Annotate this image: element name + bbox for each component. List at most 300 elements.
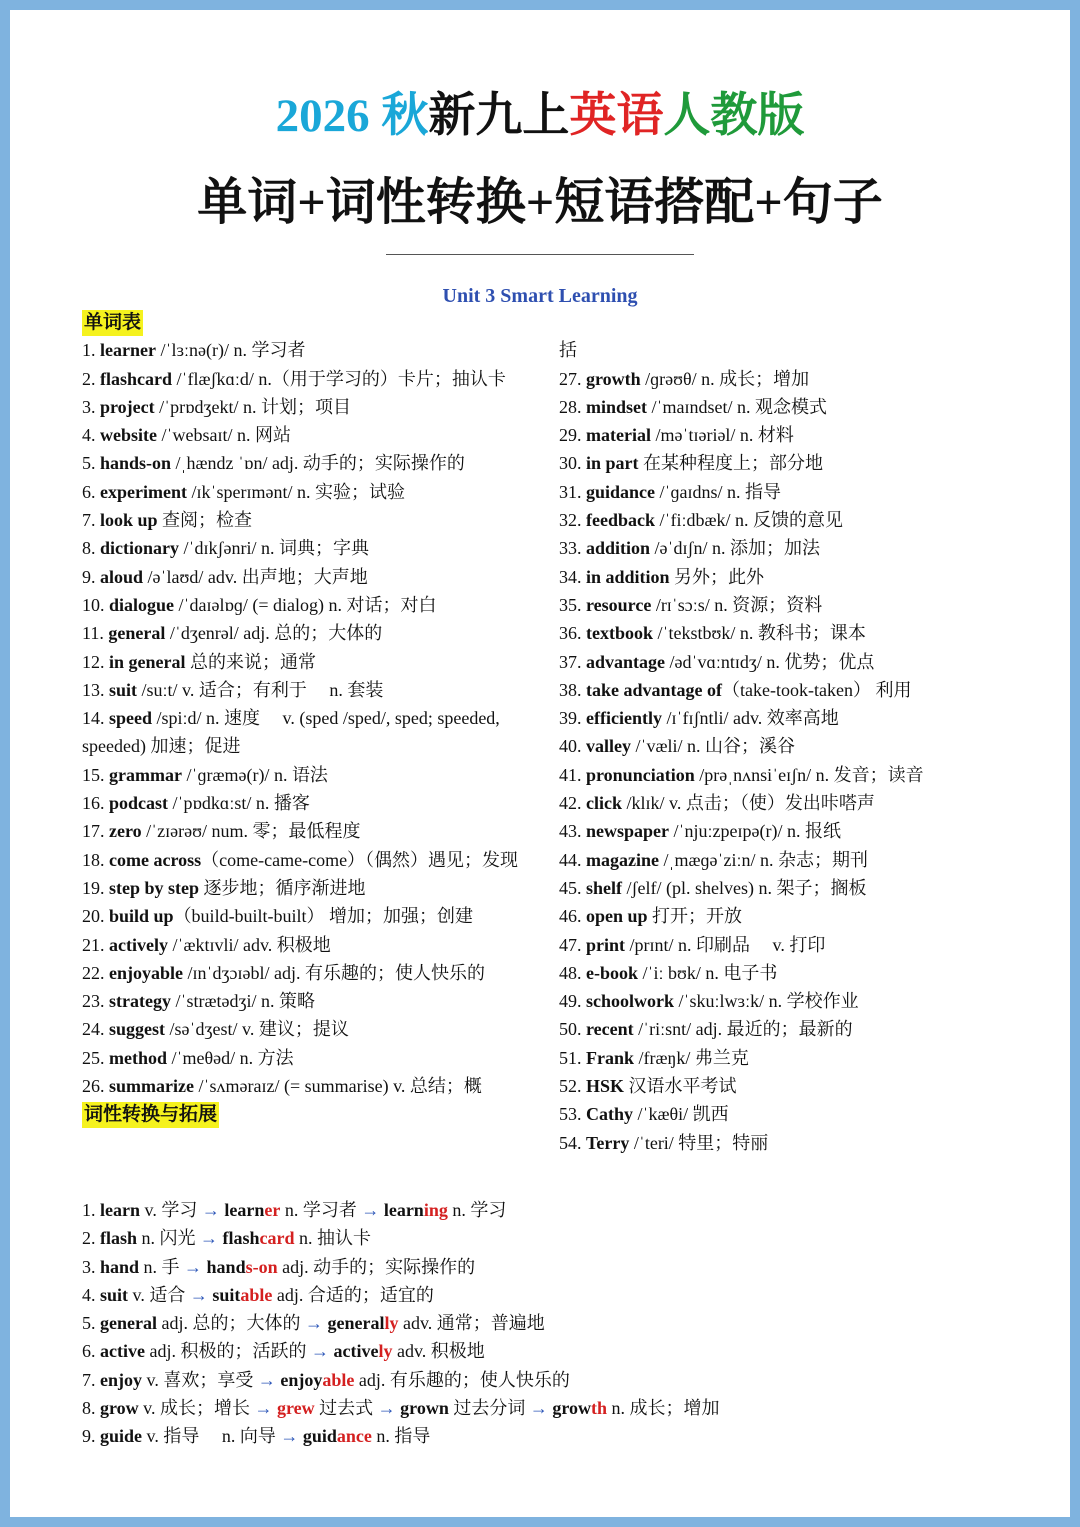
- vocab-number: 28.: [559, 396, 586, 417]
- vocab-number: 51.: [559, 1047, 586, 1068]
- vocab-definition: /klɪk/ v. 点击；（使）发出咔嗒声: [622, 793, 875, 814]
- arrow-icon: →: [189, 1284, 208, 1305]
- vocab-word: come across: [109, 849, 202, 870]
- divider: [386, 254, 694, 255]
- vocab-word: speed: [109, 708, 153, 729]
- root-word: general: [327, 1313, 385, 1334]
- gloss-text: n. 闪光: [137, 1228, 201, 1249]
- vocab-definition: /səˈdʒest/ v. 建议；提议: [165, 1019, 349, 1040]
- vocab-item: [559, 987, 1009, 1015]
- vocab-number: 26.: [82, 1076, 109, 1097]
- extension-item: [82, 1196, 1002, 1224]
- vocab-word: pronunciation: [586, 764, 695, 785]
- root-word: grown: [400, 1398, 449, 1419]
- root-word: active: [333, 1341, 379, 1362]
- vocab-word: HSK: [586, 1076, 625, 1097]
- vocab-number: 29.: [559, 425, 586, 446]
- vocab-number: 38.: [559, 679, 586, 700]
- vocab-item: [559, 789, 1009, 817]
- vocab-word: dictionary: [100, 538, 179, 559]
- vocab-definition: /məˈtɪəriəl/ n. 材料: [650, 425, 794, 446]
- vocab-definition: /ˈmaɪndset/ n. 观念模式: [647, 396, 827, 417]
- vocab-word: flashcard: [100, 368, 172, 389]
- vocab-definition: /prɪnt/ n. 印刷品 v. 打印: [625, 934, 826, 955]
- vocab-word: shelf: [586, 877, 622, 898]
- arrow-icon: →: [361, 1200, 380, 1220]
- vocab-word: in part: [586, 453, 639, 474]
- vocab-definition: /ˌmæɡəˈziːn/ n. 杂志；期刊: [658, 849, 868, 870]
- vocab-definition: /ˈsʌməraɪz/ (= summarise) v. 总结；概: [193, 1076, 482, 1097]
- vocab-item: [559, 959, 1009, 987]
- vocab-item: [82, 676, 524, 704]
- vocab-definition: /ˈfiːdbæk/ n. 反馈的意见: [655, 510, 843, 531]
- extension-number: 3.: [82, 1256, 100, 1277]
- vocab-number: 7.: [82, 510, 100, 531]
- vocab-word: Cathy: [586, 1104, 634, 1125]
- gloss-text: adj. 积极的；活跃的: [144, 1341, 311, 1362]
- vocab-number: 31.: [559, 481, 586, 502]
- vocab-number: 53.: [559, 1104, 586, 1125]
- root-word: grow: [100, 1398, 139, 1419]
- root-word: flash: [100, 1228, 138, 1249]
- vocab-word: recent: [586, 1019, 634, 1040]
- vocab-definition: /ˈzɪərəʊ/ num. 零；最低程度: [141, 821, 361, 842]
- extension-number: 7.: [82, 1369, 100, 1390]
- vocab-word: magazine: [586, 849, 659, 870]
- vocab-number: 3.: [82, 396, 100, 417]
- suffix-highlight: th: [591, 1398, 608, 1419]
- gloss-text: v. 成长；增长: [138, 1398, 255, 1419]
- vocab-definition: /əˈdɪʃn/ n. 添加；加法: [650, 538, 821, 559]
- arrow-icon: →: [257, 1369, 276, 1390]
- vocab-definition: /ˈpɒdkɑːst/ n. 播客: [168, 793, 310, 814]
- vocab-word: e-book: [586, 962, 639, 983]
- vocab-item: [559, 1129, 1009, 1157]
- vocab-definition: 另外；此外: [669, 566, 765, 587]
- vocab-word: strategy: [109, 991, 171, 1012]
- extension-number: 9.: [82, 1426, 100, 1447]
- vocab-item: [559, 676, 1009, 704]
- vocab-number: 5.: [82, 453, 100, 474]
- suffix-highlight: ing: [423, 1200, 448, 1220]
- gloss-text: adj. 有乐趣的；使人快乐的: [354, 1369, 570, 1390]
- extension-item: [82, 1224, 1002, 1252]
- vocab-word: grammar: [109, 764, 182, 785]
- vocab-definition: /ˈflæʃkɑːd/ n.（用于学习的）卡片；抽认卡: [172, 368, 506, 389]
- vocab-definition: /ˈnjuːzpeɪpə(r)/ n. 报纸: [669, 821, 841, 842]
- extension-item: [82, 1281, 1002, 1309]
- vocab-number: 40.: [559, 736, 586, 757]
- vocab-word: schoolwork: [586, 991, 675, 1012]
- suffix-highlight: ance: [336, 1426, 372, 1447]
- vocab-word: project: [100, 396, 155, 417]
- vocab-definition: /ˈstrætədʒi/ n. 策略: [170, 991, 315, 1012]
- vocab-item: [559, 704, 1009, 732]
- vocab-right-column: [559, 336, 1009, 1157]
- extension-header: 词性转换与拓展: [82, 1102, 219, 1128]
- vocab-number: 9.: [82, 566, 100, 587]
- gloss-text: v. 适合: [128, 1284, 190, 1305]
- vocab-left-column: [82, 308, 524, 1129]
- vocab-definition: /prəˌnʌnsiˈeɪʃn/ n. 发音；读音: [694, 764, 924, 785]
- vocab-definition: /ˈwebsaɪt/ n. 网站: [157, 425, 291, 446]
- vocab-item: [82, 987, 524, 1015]
- vocab-word: valley: [586, 736, 631, 757]
- gloss-text: n. 指导: [371, 1426, 431, 1447]
- root-word: suit: [212, 1284, 241, 1305]
- vocab-definition: /əˈlaʊd/ adv. 出声地；大声地: [143, 566, 368, 587]
- vocab-item: [559, 421, 1009, 449]
- vocab-item: [559, 449, 1009, 477]
- extension-item: [82, 1422, 1002, 1450]
- vocab-definition: 在某种程度上；部分地: [638, 453, 824, 474]
- vocab-item: [559, 534, 1009, 562]
- vocab-word: in general: [109, 651, 186, 672]
- gloss-text: adv. 积极地: [392, 1341, 485, 1362]
- arrow-icon: →: [304, 1313, 323, 1334]
- vocab-definition: 汉语水平考试: [624, 1076, 737, 1097]
- arrow-icon: →: [377, 1398, 396, 1419]
- document-page: [10, 10, 1070, 1517]
- extension-item: [82, 1337, 1002, 1365]
- vocab-number: 10.: [82, 594, 109, 615]
- gloss-text: 过去式: [314, 1398, 378, 1419]
- title-part-subject: 英语: [569, 90, 664, 142]
- extension-number: 1.: [82, 1200, 100, 1220]
- vocab-item: [82, 421, 524, 449]
- vocab-word: experiment: [100, 481, 187, 502]
- main-title: [10, 88, 1070, 144]
- vocab-item: [82, 874, 524, 902]
- vocab-item: [82, 959, 524, 987]
- extension-number: 5.: [82, 1313, 100, 1334]
- vocab-word: method: [109, 1047, 167, 1068]
- vocab-item: [82, 563, 524, 591]
- vocab-definition: /spiːd/ n. 速度 v. (sped /sped/, sped; speeded, speeded) 加速；促进: [82, 708, 500, 757]
- vocab-word: Frank: [586, 1047, 635, 1068]
- gloss-text: v. 指导 n. 向导: [142, 1426, 281, 1447]
- arrow-icon: →: [280, 1426, 299, 1447]
- extension-item: [82, 1366, 1002, 1394]
- vocab-word: suit: [109, 679, 138, 700]
- vocab-number: 34.: [559, 566, 586, 587]
- vocab-number: 49.: [559, 991, 586, 1012]
- vocab-number: 43.: [559, 821, 586, 842]
- vocab-definition: （take-took-taken） 利用: [722, 679, 912, 700]
- vocab-number: 44.: [559, 849, 586, 870]
- vocab-definition: /ˈprɒdʒekt/ n. 计划；项目: [154, 396, 352, 417]
- vocab-item: [559, 478, 1009, 506]
- vocab-number: 30.: [559, 453, 586, 474]
- vocab-word: newspaper: [586, 821, 670, 842]
- vocab-word: aloud: [100, 566, 144, 587]
- vocab-definition: /ˈdaɪəlɒɡ/ (= dialog) n. 对话；对白: [174, 594, 437, 615]
- gloss-text: v. 喜欢；享受: [142, 1369, 258, 1390]
- vocab-item: [559, 619, 1009, 647]
- gloss-text: n. 手: [139, 1256, 185, 1277]
- vocab-word: guidance: [586, 481, 656, 502]
- arrow-icon: →: [529, 1398, 548, 1419]
- root-word: grow: [552, 1398, 592, 1419]
- vocab-item: [82, 478, 524, 506]
- vocab-word: open up: [586, 906, 648, 927]
- extension-item: [82, 1394, 1002, 1422]
- vocab-number: 25.: [82, 1047, 109, 1068]
- arrow-icon: →: [184, 1256, 203, 1277]
- vocab-number: 32.: [559, 510, 586, 531]
- vocab-definition: /rɪˈsɔːs/ n. 资源；资料: [651, 594, 823, 615]
- vocab-definition: （build-built-built） 增加；加强；创建: [173, 906, 474, 927]
- extension-number: 6.: [82, 1341, 100, 1362]
- vocab-item: [82, 648, 524, 676]
- vocab-definition: 总的来说；通常: [185, 651, 316, 672]
- suffix-highlight: card: [259, 1228, 295, 1249]
- vocab-number: 33.: [559, 538, 586, 559]
- root-word: suit: [100, 1284, 129, 1305]
- vocab-item: [82, 931, 524, 959]
- vocab-item: [82, 1044, 524, 1072]
- vocab-definition: /ˈkæθi/ 凯西: [633, 1104, 729, 1125]
- vocab-definition: /ˈdʒenrəl/ adj. 总的；大体的: [165, 623, 383, 644]
- vocab-number: 18.: [82, 849, 109, 870]
- vocab-item: [559, 393, 1009, 421]
- vocab-number: 8.: [82, 538, 100, 559]
- vocab-number: 24.: [82, 1019, 109, 1040]
- vocab-definition: /ʃelf/ (pl. shelves) n. 架子；搁板: [622, 877, 867, 898]
- vocab-word: feedback: [586, 510, 655, 531]
- vocab-item: [559, 506, 1009, 534]
- root-word: guide: [100, 1426, 143, 1447]
- vocab-word: actively: [109, 934, 168, 955]
- vocab-item: [82, 336, 524, 364]
- vocab-number: 6.: [82, 481, 100, 502]
- gloss-text: n. 学习: [447, 1200, 507, 1220]
- vocab-number: 41.: [559, 764, 586, 785]
- vocab-item: [82, 789, 524, 817]
- vocab-word: take advantage of: [586, 679, 722, 700]
- extension-list: [82, 1196, 1002, 1451]
- vocab-word: summarize: [109, 1076, 194, 1097]
- vocab-definition: /ˈiː bʊk/ n. 电子书: [638, 962, 778, 983]
- vocab-item: [82, 1072, 524, 1100]
- arrow-icon: →: [310, 1341, 329, 1362]
- suffix-highlight: s-on: [245, 1256, 278, 1277]
- vocab-definition: （come-came-come）（偶然）遇见；发现: [201, 849, 519, 870]
- vocab-word: dialogue: [109, 594, 175, 615]
- vocab-word: podcast: [109, 793, 169, 814]
- vocab-number: 17.: [82, 821, 109, 842]
- vocab-item: [82, 591, 524, 619]
- vocab-definition: /ˈɡaɪdns/ n. 指导: [655, 481, 782, 502]
- vocab-definition: /ˈmeθəd/ n. 方法: [167, 1047, 294, 1068]
- vocab-item: [82, 365, 524, 393]
- suffix-highlight: grew: [277, 1398, 315, 1419]
- vocab-number: 13.: [82, 679, 109, 700]
- vocab-definition: /fræŋk/ 弗兰克: [634, 1047, 749, 1068]
- vocab-definition: /ˈriːsnt/ adj. 最近的；最新的: [633, 1019, 853, 1040]
- vocab-definition: /suːt/ v. 适合；有利于 n. 套装: [137, 679, 384, 700]
- vocab-number: 46.: [559, 906, 586, 927]
- vocab-number: 15.: [82, 764, 109, 785]
- gloss-text: n. 学习者: [280, 1200, 362, 1220]
- vocab-word: hands-on: [100, 453, 172, 474]
- root-word: active: [100, 1341, 145, 1362]
- vocab-definition: /ˈvæli/ n. 山谷；溪谷: [631, 736, 796, 757]
- vocab-item: [559, 336, 1009, 364]
- vocab-item: [82, 846, 524, 874]
- vocab-word: suggest: [109, 1019, 166, 1040]
- vocab-item: [559, 902, 1009, 930]
- vocab-word: growth: [586, 368, 641, 389]
- vocab-item: [82, 534, 524, 562]
- vocab-word: resource: [586, 594, 652, 615]
- extension-number: 4.: [82, 1284, 100, 1305]
- root-word: learn: [100, 1200, 140, 1220]
- gloss-text: adj. 总的；大体的: [156, 1313, 305, 1334]
- vocab-item: [559, 563, 1009, 591]
- vocab-number: 35.: [559, 594, 586, 615]
- suffix-highlight: ly: [378, 1341, 393, 1362]
- vocab-number: 22.: [82, 962, 109, 983]
- vocab-item: [559, 1100, 1009, 1128]
- arrow-icon: →: [200, 1228, 219, 1249]
- vocab-item: [559, 648, 1009, 676]
- vocab-item: [82, 704, 524, 761]
- vocab-word: enjoyable: [109, 962, 183, 983]
- vocab-number: 21.: [82, 934, 109, 955]
- vocab-number: 36.: [559, 623, 586, 644]
- vocab-definition: /ˈdɪkʃənri/ n. 词典；字典: [179, 538, 369, 559]
- vocab-number: 1.: [82, 340, 100, 361]
- vocab-number: 37.: [559, 651, 586, 672]
- gloss-text: 过去分词: [448, 1398, 530, 1419]
- suffix-highlight: ly: [384, 1313, 399, 1334]
- vocab-list-left: [82, 336, 524, 1100]
- root-word: flash: [222, 1228, 260, 1249]
- vocab-item: [559, 1015, 1009, 1043]
- vocab-word: advantage: [586, 651, 666, 672]
- extension-number: 8.: [82, 1398, 100, 1419]
- root-word: learn: [224, 1200, 265, 1220]
- unit-title: Unit 3 Smart Learning: [442, 285, 638, 307]
- title-part-year: 2026 秋: [275, 90, 429, 142]
- vocab-number: 23.: [82, 991, 109, 1012]
- suffix-highlight: er: [264, 1200, 281, 1220]
- vocab-item: [82, 902, 524, 930]
- vocab-number: 50.: [559, 1019, 586, 1040]
- suffix-highlight: able: [240, 1284, 273, 1305]
- root-word: hand: [100, 1256, 140, 1277]
- vocab-item: [559, 732, 1009, 760]
- vocab-item: [82, 1015, 524, 1043]
- vocab-item: [82, 506, 524, 534]
- title-part-edition: 人教版: [663, 90, 805, 142]
- vocab-item: [559, 365, 1009, 393]
- vocab-item: [559, 931, 1009, 959]
- gloss-text: n. 成长；增加: [607, 1398, 720, 1419]
- vocab-number: 27.: [559, 368, 586, 389]
- vocab-definition: /ədˈvɑːntɪdʒ/ n. 优势；优点: [665, 651, 875, 672]
- arrow-icon: →: [201, 1200, 220, 1220]
- vocab-item: [82, 817, 524, 845]
- vocab-definition: /ˈlɜːnə(r)/ n. 学习者: [155, 340, 306, 361]
- vocab-word: learner: [100, 340, 156, 361]
- vocab-item: [559, 1044, 1009, 1072]
- vocab-number: 48.: [559, 962, 586, 983]
- vocab-number: 12.: [82, 651, 109, 672]
- vocab-definition: 括: [559, 340, 577, 361]
- vocab-word: mindset: [586, 396, 648, 417]
- root-word: general: [100, 1313, 157, 1334]
- vocab-definition: /ˈæktɪvli/ adv. 积极地: [167, 934, 331, 955]
- vocab-definition: /ˌhændz ˈɒn/ adj. 动手的；实际操作的: [171, 453, 465, 474]
- gloss-text: n. 抽认卡: [294, 1228, 372, 1249]
- vocab-number: 14.: [82, 708, 109, 729]
- root-word: hand: [206, 1256, 246, 1277]
- vocab-item: [82, 619, 524, 647]
- vocab-word: addition: [586, 538, 651, 559]
- vocab-definition: 打开；开放: [647, 906, 743, 927]
- gloss-text: adj. 动手的；实际操作的: [277, 1256, 476, 1277]
- vocab-number: 39.: [559, 708, 586, 729]
- vocab-number: 11.: [82, 623, 109, 644]
- vocab-number: 19.: [82, 877, 109, 898]
- vocab-word: Terry: [586, 1132, 630, 1153]
- vocab-item: [559, 817, 1009, 845]
- vocab-word: material: [586, 425, 651, 446]
- title-part-grade: 新九上: [428, 90, 570, 142]
- vocab-number: 4.: [82, 425, 100, 446]
- vocab-word: in addition: [586, 566, 670, 587]
- root-word: enjoy: [280, 1369, 323, 1390]
- vocab-number: 42.: [559, 793, 586, 814]
- extension-item: [82, 1309, 1002, 1337]
- root-word: guid: [302, 1426, 337, 1447]
- vocab-word: textbook: [586, 623, 653, 644]
- vocab-number: 45.: [559, 877, 586, 898]
- root-word: enjoy: [100, 1369, 142, 1390]
- vocab-number: 54.: [559, 1132, 586, 1153]
- vocab-definition: /ˈteri/ 特里；特丽: [629, 1132, 769, 1153]
- suffix-highlight: able: [322, 1369, 355, 1390]
- subtitle: 单词+词性转换+短语搭配+句子: [197, 174, 883, 230]
- vocab-word: general: [108, 623, 166, 644]
- vocab-number: 20.: [82, 906, 109, 927]
- vocab-word: efficiently: [586, 708, 662, 729]
- vocab-item: [559, 591, 1009, 619]
- vocab-word: look up: [100, 510, 158, 531]
- vocab-item: [559, 846, 1009, 874]
- gloss-text: adj. 合适的；适宜的: [272, 1284, 434, 1305]
- vocab-word: step by step: [109, 877, 200, 898]
- vocab-number: 2.: [82, 368, 100, 389]
- extension-item: [82, 1253, 1002, 1281]
- vocab-word: click: [586, 793, 622, 814]
- vocab-definition: /ˈskuːlwɜːk/ n. 学校作业: [674, 991, 859, 1012]
- vocab-word: print: [586, 934, 626, 955]
- vocab-definition: /ɪkˈsperɪmənt/ n. 实验；试验: [186, 481, 405, 502]
- vocab-item: [559, 874, 1009, 902]
- gloss-text: adv. 通常；普遍地: [398, 1313, 545, 1334]
- vocab-definition: /ˈɡræmə(r)/ n. 语法: [181, 764, 328, 785]
- root-word: learn: [383, 1200, 424, 1220]
- vocab-item: [82, 761, 524, 789]
- vocab-item: [82, 393, 524, 421]
- vocab-definition: /ɡrəʊθ/ n. 成长；增加: [640, 368, 810, 389]
- vocab-number: 52.: [559, 1076, 586, 1097]
- vocab-word: build up: [109, 906, 174, 927]
- vocab-definition: 逐步地；循序渐进地: [199, 877, 366, 898]
